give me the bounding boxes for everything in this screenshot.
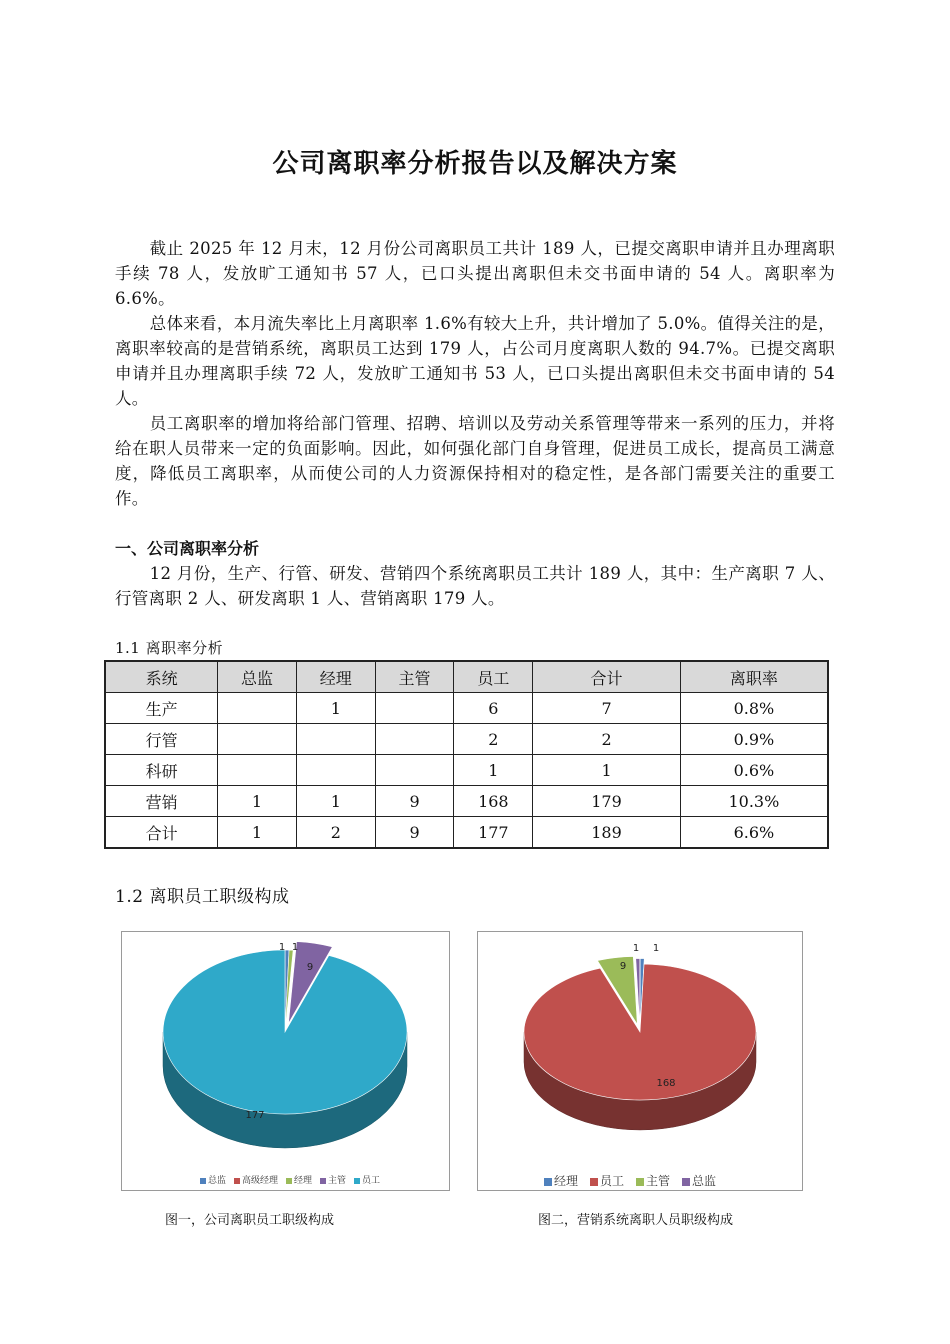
legend-swatch [354, 1178, 360, 1184]
intro-text [115, 236, 835, 511]
table-cell [375, 724, 454, 755]
table-cell: 2 [454, 724, 533, 755]
table-header-row [105, 661, 828, 693]
pie-data-label: 1 [291, 942, 299, 953]
table-cell: 10.3% [680, 786, 828, 817]
pie-data-label: 1 [632, 943, 640, 954]
header-cell: 合计 [533, 661, 681, 693]
legend-swatch [200, 1178, 206, 1184]
table-cell [218, 693, 297, 724]
legend-label: 经理 [554, 1174, 579, 1188]
legend-label: 高级经理 [242, 1176, 279, 1186]
table-cell [218, 724, 297, 755]
table-cell: 189 [533, 817, 681, 849]
table-cell: 合计 [105, 817, 218, 849]
pie-data-label: 177 [245, 1110, 265, 1121]
table-cell: 1 [454, 755, 533, 786]
pie-slice [163, 950, 407, 1114]
table-row [105, 693, 828, 724]
pie-chart-svg [478, 932, 802, 1190]
legend-swatch [320, 1178, 326, 1184]
figure-caption-1: 图一，公司离职员工职级构成 [165, 1213, 335, 1228]
table-cell: 1 [296, 693, 375, 724]
table-cell [375, 755, 454, 786]
legend-label: 主管 [328, 1176, 347, 1186]
table-cell: 1 [296, 786, 375, 817]
legend-swatch [682, 1178, 690, 1186]
legend-label: 主管 [646, 1174, 671, 1188]
legend-label: 总监 [208, 1176, 227, 1186]
chart-legend [200, 1174, 380, 1186]
section-paragraph: 12 月份，生产、行管、研发、营销四个系统离职员工共计 189 人，其中：生产离职 7 人、行管离职 2 人、研发离职 1 人、营销离职 179 人。 [115, 564, 835, 608]
header-cell: 总监 [218, 661, 297, 693]
legend-swatch [544, 1178, 552, 1186]
section-heading: 一、公司离职率分析 [115, 539, 260, 558]
table-cell: 行管 [105, 724, 218, 755]
section-text [115, 561, 835, 611]
table-cell: 9 [375, 817, 454, 849]
table-row [105, 724, 828, 755]
table-cell: 168 [454, 786, 533, 817]
page-title: 公司离职率分析报告以及解决方案 [272, 149, 678, 179]
table-cell: 科研 [105, 755, 218, 786]
legend-label: 总监 [692, 1174, 717, 1188]
pie-data-label: 9 [306, 962, 314, 973]
header-cell: 员工 [454, 661, 533, 693]
table-cell: 9 [375, 786, 454, 817]
table-cell: 营销 [105, 786, 218, 817]
header-cell: 离职率 [680, 661, 828, 693]
intro-paragraph-1: 截止 2025 年 12 月末，12 月份公司离职员工共计 189 人，已提交离职申请并且办理离职手续 78 人，发放旷工通知书 57 人，已口头提出离职但未交书面申请的 54 人。离职率为 6.6%。 [115, 239, 835, 308]
chart-caption: 1.2 离职员工职级构成 [115, 887, 290, 907]
table-cell: 6.6% [680, 817, 828, 849]
legend-swatch [234, 1178, 240, 1184]
legend-swatch [636, 1178, 644, 1186]
table-cell: 0.8% [680, 693, 828, 724]
table-row [105, 817, 828, 849]
table-cell: 2 [296, 817, 375, 849]
sales-level-pie-chart [477, 931, 803, 1191]
header-cell: 系统 [105, 661, 218, 693]
table-cell [218, 755, 297, 786]
table-row [105, 755, 828, 786]
company-level-pie-chart [121, 931, 450, 1191]
pie-data-label: 9 [619, 961, 627, 972]
table-cell [296, 724, 375, 755]
header-cell: 主管 [375, 661, 454, 693]
pie-data-label: 168 [656, 1078, 676, 1089]
legend-label: 员工 [600, 1174, 625, 1188]
figure-caption-2: 图二，营销系统离职人员职级构成 [538, 1213, 734, 1228]
intro-paragraph-3: 员工离职率的增加将给部门管理、招聘、培训以及劳动关系管理等带来一系列的压力，并将给在职人员带来一定的负面影响。因此，如何强化部门自身管理，促进员工成长，提高员工满意度，降低员工离职率，从而使公司的人力资源保持相对的稳定性，是各部门需要关注的重要工作。 [115, 414, 835, 508]
pie-data-label: 1 [278, 942, 286, 953]
table-cell: 0.6% [680, 755, 828, 786]
table-cell: 2 [533, 724, 681, 755]
table-cell: 0.9% [680, 724, 828, 755]
legend-label: 经理 [294, 1176, 313, 1186]
pie-chart-svg [122, 932, 449, 1190]
turnover-table [104, 660, 829, 849]
table-row [105, 786, 828, 817]
legend-swatch [590, 1178, 598, 1186]
header-cell: 经理 [296, 661, 375, 693]
table-cell: 1 [533, 755, 681, 786]
table-cell: 1 [218, 786, 297, 817]
table-cell: 生产 [105, 693, 218, 724]
table-cell: 1 [218, 817, 297, 849]
table-cell [296, 755, 375, 786]
legend-swatch [286, 1178, 292, 1184]
table-cell: 177 [454, 817, 533, 849]
pie-data-label: 1 [652, 943, 660, 954]
intro-paragraph-2: 总体来看，本月流失率比上月离职率 1.6%有较大上升，共计增加了 5.0%。值得关注的是，离职率较高的是营销系统，离职员工达到 179 人，占公司月度离职人数的 94.7%。已提交离职申请并且办理离职手续 72 人，发放旷工通知书 53 人，已口头提出离职但未交书面申请的 54 人。 [115, 314, 835, 408]
table-cell [375, 693, 454, 724]
table-cell: 7 [533, 693, 681, 724]
table-cell: 6 [454, 693, 533, 724]
table-cell: 179 [533, 786, 681, 817]
chart-legend [544, 1173, 716, 1188]
legend-label: 员工 [362, 1176, 381, 1186]
table-caption: 1.1 离职率分析 [115, 639, 224, 657]
